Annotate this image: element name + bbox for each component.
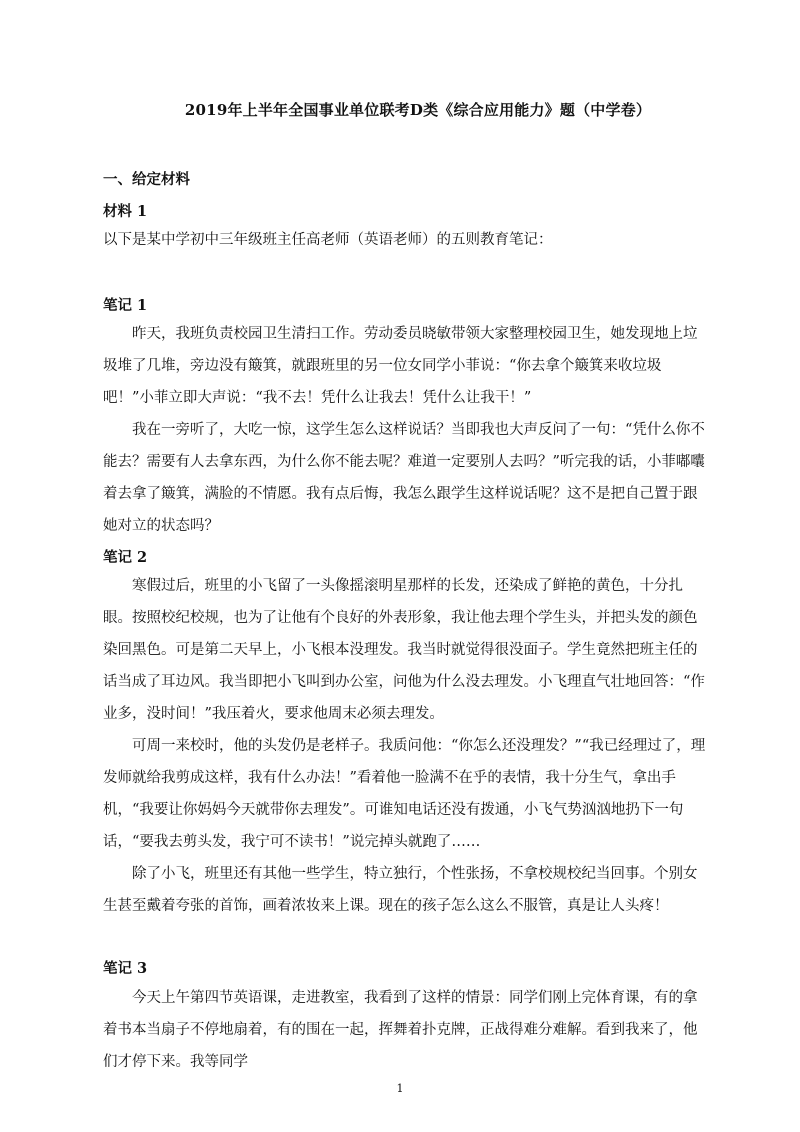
note2-paragraph-3: 除了小飞，班里还有其他一些学生，特立独行，个性张扬，不拿校规校纪当回事。个别女生甚至戴着夸张的首饰，画着浓妆来上课。现在的孩子怎么这么不服管，真是让人头疼！ <box>103 866 698 914</box>
section-heading: 一、给定材料 <box>103 171 190 188</box>
page-number: 1 <box>396 1082 404 1095</box>
note3-paragraph-1: 今天上午第四节英语课，走进教室，我看到了这样的情景：同学们刚上完体育课，有的拿着书本当扇子不停地扇着，有的围在一起，挥舞着扑克牌，正战得难分难解。看到我来了，他们才停下来。我等同学 <box>103 990 698 1070</box>
document-title: 2019年上半年全国事业单位联考D类《综合应用能力》题（中学卷） <box>184 101 652 119</box>
note3-heading: 笔记 3 <box>103 960 148 977</box>
note1-heading: 笔记 1 <box>103 297 148 314</box>
note1-paragraph-2: 我在一旁听了，大吃一惊，这学生怎么这样说话？当即我也大声反问了一句：“凭什么你不能去？需要有人去拿东西，为什么你不能去呢？难道一定要别人去吗？”听完我的话，小菲嘟囔着去拿了簸箕，满脸的不情愿。我有点后悔，我怎么跟学生这样说话呢？这不是把自己置于跟她对立的状态吗？ <box>103 422 705 534</box>
note1-paragraph-1: 昨天，我班负责校园卫生清扫工作。劳动委员晓敏带领大家整理校园卫生，她发现地上垃圾堆了几堆，旁边没有簸箕，就跟班里的另一位女同学小菲说：“你去拿个簸箕来收垃圾吧！”小菲立即大声说：“我不去！凭什么让我去！凭什么让我干！” <box>103 326 698 406</box>
note2-paragraph-2: 可周一来校时，他的头发仍是老样子。我质问他：“你怎么还没理发？”“我已经理过了，理发师就给我剪成这样，我有什么办法！”看着他一脸满不在乎的表情，我十分生气，拿出手机，“我要让你妈妈今天就带你去理发”。可谁知电话还没有拨通，小飞气势汹汹地扔下一句话，“要我去剪头发，我宁可不读书！”说完掉头就跑了…… <box>103 738 706 850</box>
note2-heading: 笔记 2 <box>103 549 148 566</box>
material-intro: 以下是某中学初中三年级班主任高老师（英语老师）的五则教育笔记： <box>103 232 553 248</box>
note2-paragraph-1: 寒假过后，班里的小飞留了一头像摇滚明星那样的长发，还染成了鲜艳的黄色，十分扎眼。按照校纪校规，也为了让他有个良好的外表形象，我让他去理个学生头，并把头发的颜色染回黑色。可是第二天早上，小飞根本没理发。我当时就觉得很没面子。学生竟然把班主任的话当成了耳边风。我当即把小飞叫到办公室，问他为什么没去理发。小飞理直气壮地回答：“作业多，没时间！”我压着火，要求他周末必须去理发。 <box>103 578 705 722</box>
material-label: 材料 1 <box>103 203 148 220</box>
